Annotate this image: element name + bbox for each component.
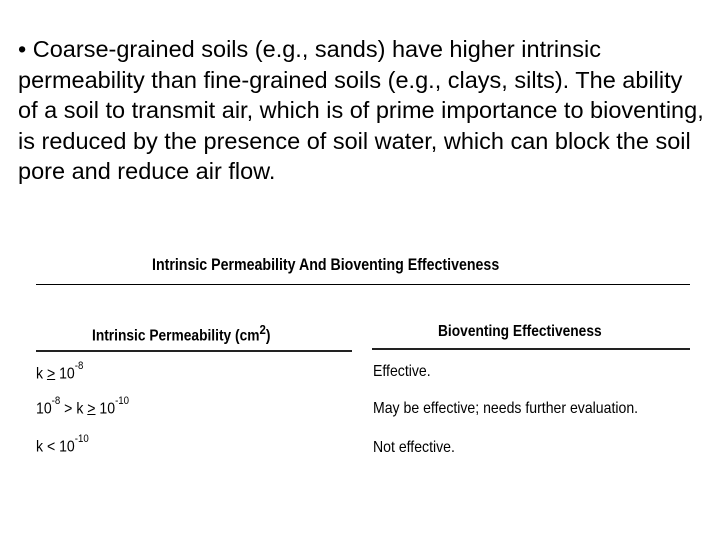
column-header-permeability-exponent: 2 <box>259 322 266 337</box>
row-2-operator-2: > <box>87 400 96 418</box>
row-1-permeability <box>36 360 84 383</box>
row-2-upper-exponent: -10 <box>115 395 130 407</box>
row-2-upper-base: 10 <box>95 400 116 418</box>
column-2-rule <box>372 348 690 350</box>
row-2-permeability <box>36 395 130 418</box>
bullet-paragraph: • Coarse-grained soils (e.g., sands) have higher intrinsic permeability than fine-grained soils (e.g., clays, silts). The ability of a soil to transmit air, which is of prime importance to bioventing, is reduced by the presence of soil water, which can block the soil pore and reduce air flow. <box>18 36 704 184</box>
column-header-permeability <box>92 322 270 345</box>
row-1-base: 10 <box>55 365 75 383</box>
row-1-operator: > <box>46 365 56 383</box>
row-2-lower-base: 10 <box>36 400 52 418</box>
column-header-permeability-close: ) <box>265 327 271 345</box>
row-2-operator-1: > k <box>60 400 88 418</box>
row-3-effectiveness: Not effective. <box>373 439 455 456</box>
table-top-rule <box>36 284 690 285</box>
column-header-effectiveness: Bioventing Effectiveness <box>438 323 602 340</box>
row-2-lower-exponent: -8 <box>51 395 61 407</box>
row-1-exponent: -8 <box>74 360 84 372</box>
column-header-permeability-text: Intrinsic Permeability (cm <box>92 327 260 345</box>
row-3-k-text: k < 10 <box>36 438 75 456</box>
row-3-exponent: -10 <box>74 433 89 445</box>
table-title: Intrinsic Permeability And Bioventing Effectiveness <box>152 256 500 274</box>
row-1-k-prefix: k <box>36 365 47 383</box>
column-1-rule <box>36 350 352 352</box>
row-3-permeability <box>36 433 89 456</box>
row-2-effectiveness: May be effective; needs further evaluation. <box>373 400 639 417</box>
row-1-effectiveness: Effective. <box>373 363 431 380</box>
